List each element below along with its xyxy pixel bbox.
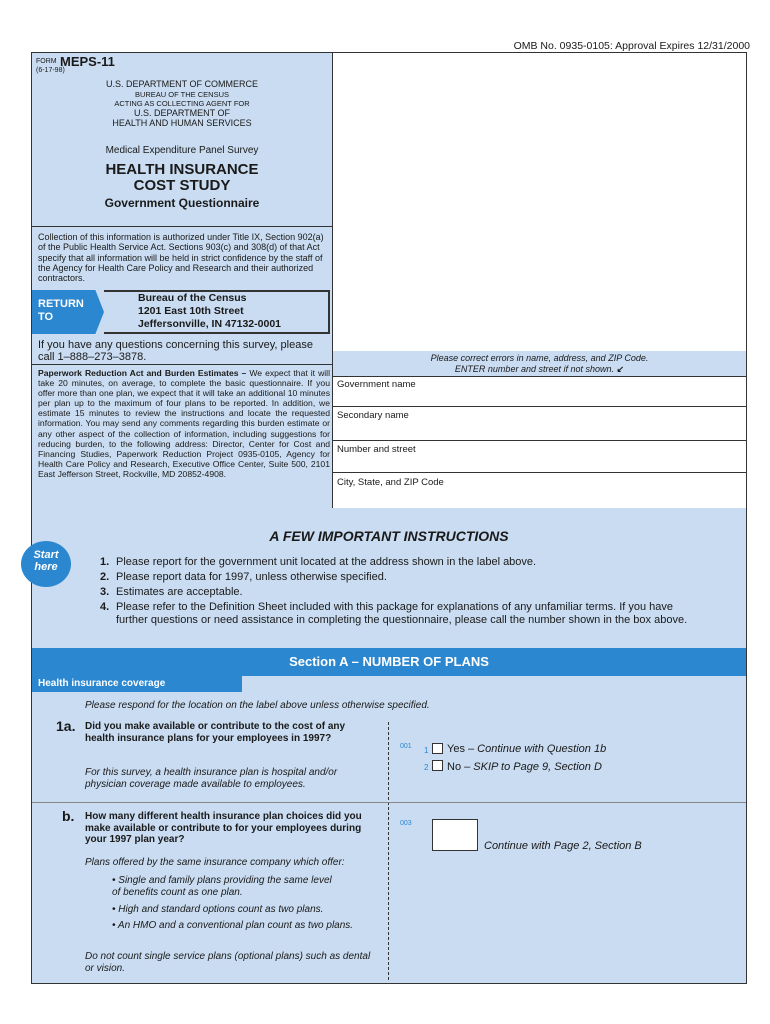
agency-census: BUREAU OF THE CENSUS ACTING AS COLLECTING AGENT FOR bbox=[114, 90, 250, 108]
return-address: Bureau of the Census 1201 East 10th Street Jeffersonville, IN 47132-0001 bbox=[138, 292, 282, 330]
option-number: 1 bbox=[424, 746, 429, 755]
page-subtitle: Government Questionnaire bbox=[104, 196, 260, 210]
secondary-name-field[interactable]: Secondary name bbox=[337, 410, 409, 421]
survey-name: Medical Expenditure Panel Survey bbox=[105, 145, 259, 156]
item-code: 001 bbox=[400, 743, 412, 750]
divider bbox=[32, 364, 332, 365]
label-correction-note: Please correct errors in name, address, and ZIP Code. ENTER number and street if not shown. ↙ bbox=[430, 353, 649, 374]
yes-checkbox[interactable] bbox=[432, 743, 443, 754]
instruction-item: 1. Please report for the government unit located at the address shown in the label above. bbox=[100, 556, 537, 568]
plan-count-input[interactable] bbox=[432, 819, 478, 851]
continue-note: Continue with Page 2, Section B bbox=[484, 840, 642, 852]
arrow-icon: ↙ bbox=[616, 363, 625, 374]
question-1b-note2: Do not count single service plans (optional plans) such as dental or vision. bbox=[85, 951, 371, 974]
instruction-item: 4. Please refer to the Definition Sheet included with this package for explanations of any unfamiliar terms. If you have further questions or need assistance in completing the questionnaire, please call the number shown in the box above. bbox=[100, 601, 688, 626]
city-state-zip-field[interactable]: City, State, and ZIP Code bbox=[337, 477, 444, 488]
questions-contact: If you have any questions concerning this survey, please call 1–888–273–3878. bbox=[38, 339, 313, 363]
omb-number: OMB No. 0935-0105: Approval Expires 12/31/2000 bbox=[513, 40, 750, 52]
item-code: 003 bbox=[400, 820, 412, 827]
instruction-item: 2. Please report data for 1997, unless otherwise specified. bbox=[100, 571, 387, 583]
question-1b-text: How many different health insurance plan choices did you make available or contribute to for your employees during your 1997 plan year? bbox=[85, 811, 362, 845]
number-street-field[interactable]: Number and street bbox=[337, 444, 416, 455]
form-label: FORM bbox=[36, 58, 57, 65]
bullet-item: • High and standard options count as two plans. bbox=[112, 904, 324, 915]
instructions-title: A FEW IMPORTANT INSTRUCTIONS bbox=[269, 528, 509, 544]
divider bbox=[333, 406, 746, 407]
form-date: (6-17-98) bbox=[36, 67, 65, 74]
yes-option-label: Yes – Continue with Question 1b bbox=[447, 743, 607, 755]
section-subhead: Health insurance coverage bbox=[32, 676, 242, 692]
instructions-list bbox=[100, 556, 700, 629]
section-a-header: Section A – NUMBER OF PLANS bbox=[32, 648, 746, 676]
bullet-item: • Single and family plans providing the same level of benefits count as one plan. bbox=[112, 875, 332, 898]
no-checkbox[interactable] bbox=[432, 760, 443, 771]
divider bbox=[32, 226, 332, 227]
paperwork-notice: Paperwork Reduction Act and Burden Estimates – We expect that it will take 20 minutes, on average, to complete the basic questionnaire. If you offer more than one plan, we expect that it will take an additional 10 minutes per plan up to the maximum of four plans to be reported. In addition, we estimate 15 minutes to review the instructions and locate the requested information. You may send any comments regarding this burden estimate or any other aspect of the collection of information, including suggestions for reducing burden, to the following address: Director, Center for Cost and Financing Studies, Paperwork Reduction Project 0935-0105, Agency for Health Care Policy and Research, Executive Office Center, Suite 500, 2101 East Jefferson Street, Rockville, MD 20852-4908. bbox=[38, 368, 331, 479]
collection-notice: Collection of this information is authorized under Title IX, Section 902(a) of the Public Health Service Act. Sections 903(c) and 308(d) of that Act specify that all information will be held in strict confidence by the staff of the Agency for Health Care Policy and Research and their authorized contractors. bbox=[38, 232, 324, 284]
bullet-item: • An HMO and a conventional plan count as two plans. bbox=[112, 920, 354, 931]
question-1a-number: 1a. bbox=[56, 718, 76, 734]
question-1a-note: For this survey, a health insurance plan is hospital and/or physician coverage made available to employees. bbox=[85, 767, 338, 790]
page-title: HEALTH INSURANCE COST STUDY bbox=[105, 161, 259, 194]
no-option-label: No – SKIP to Page 9, Section D bbox=[447, 761, 602, 773]
return-label: RETURN TO bbox=[38, 298, 84, 323]
divider bbox=[333, 440, 746, 441]
respond-note: Please respond for the location on the label above unless otherwise specified. bbox=[85, 700, 430, 711]
agency-commerce: U.S. DEPARTMENT OF COMMERCE bbox=[105, 79, 258, 89]
form-number: MEPS-11 bbox=[60, 54, 115, 69]
question-1a-text: Did you make available or contribute to the cost of any health insurance plans for your employees in 1997? bbox=[85, 721, 346, 744]
instruction-item: 3. Estimates are acceptable. bbox=[100, 586, 243, 598]
start-here-badge: Start here bbox=[21, 541, 71, 587]
divider bbox=[333, 376, 746, 377]
divider bbox=[333, 472, 746, 473]
divider bbox=[32, 802, 746, 803]
question-1b-number: b. bbox=[62, 808, 75, 824]
question-1b-note: Plans offered by the same insurance company which offer: bbox=[85, 857, 345, 868]
option-number: 2 bbox=[424, 763, 429, 772]
agency-hhs: U.S. DEPARTMENT OF HEALTH AND HUMAN SERVICES bbox=[112, 108, 252, 128]
answer-divider bbox=[388, 722, 389, 980]
government-name-field[interactable]: Government name bbox=[337, 379, 416, 390]
